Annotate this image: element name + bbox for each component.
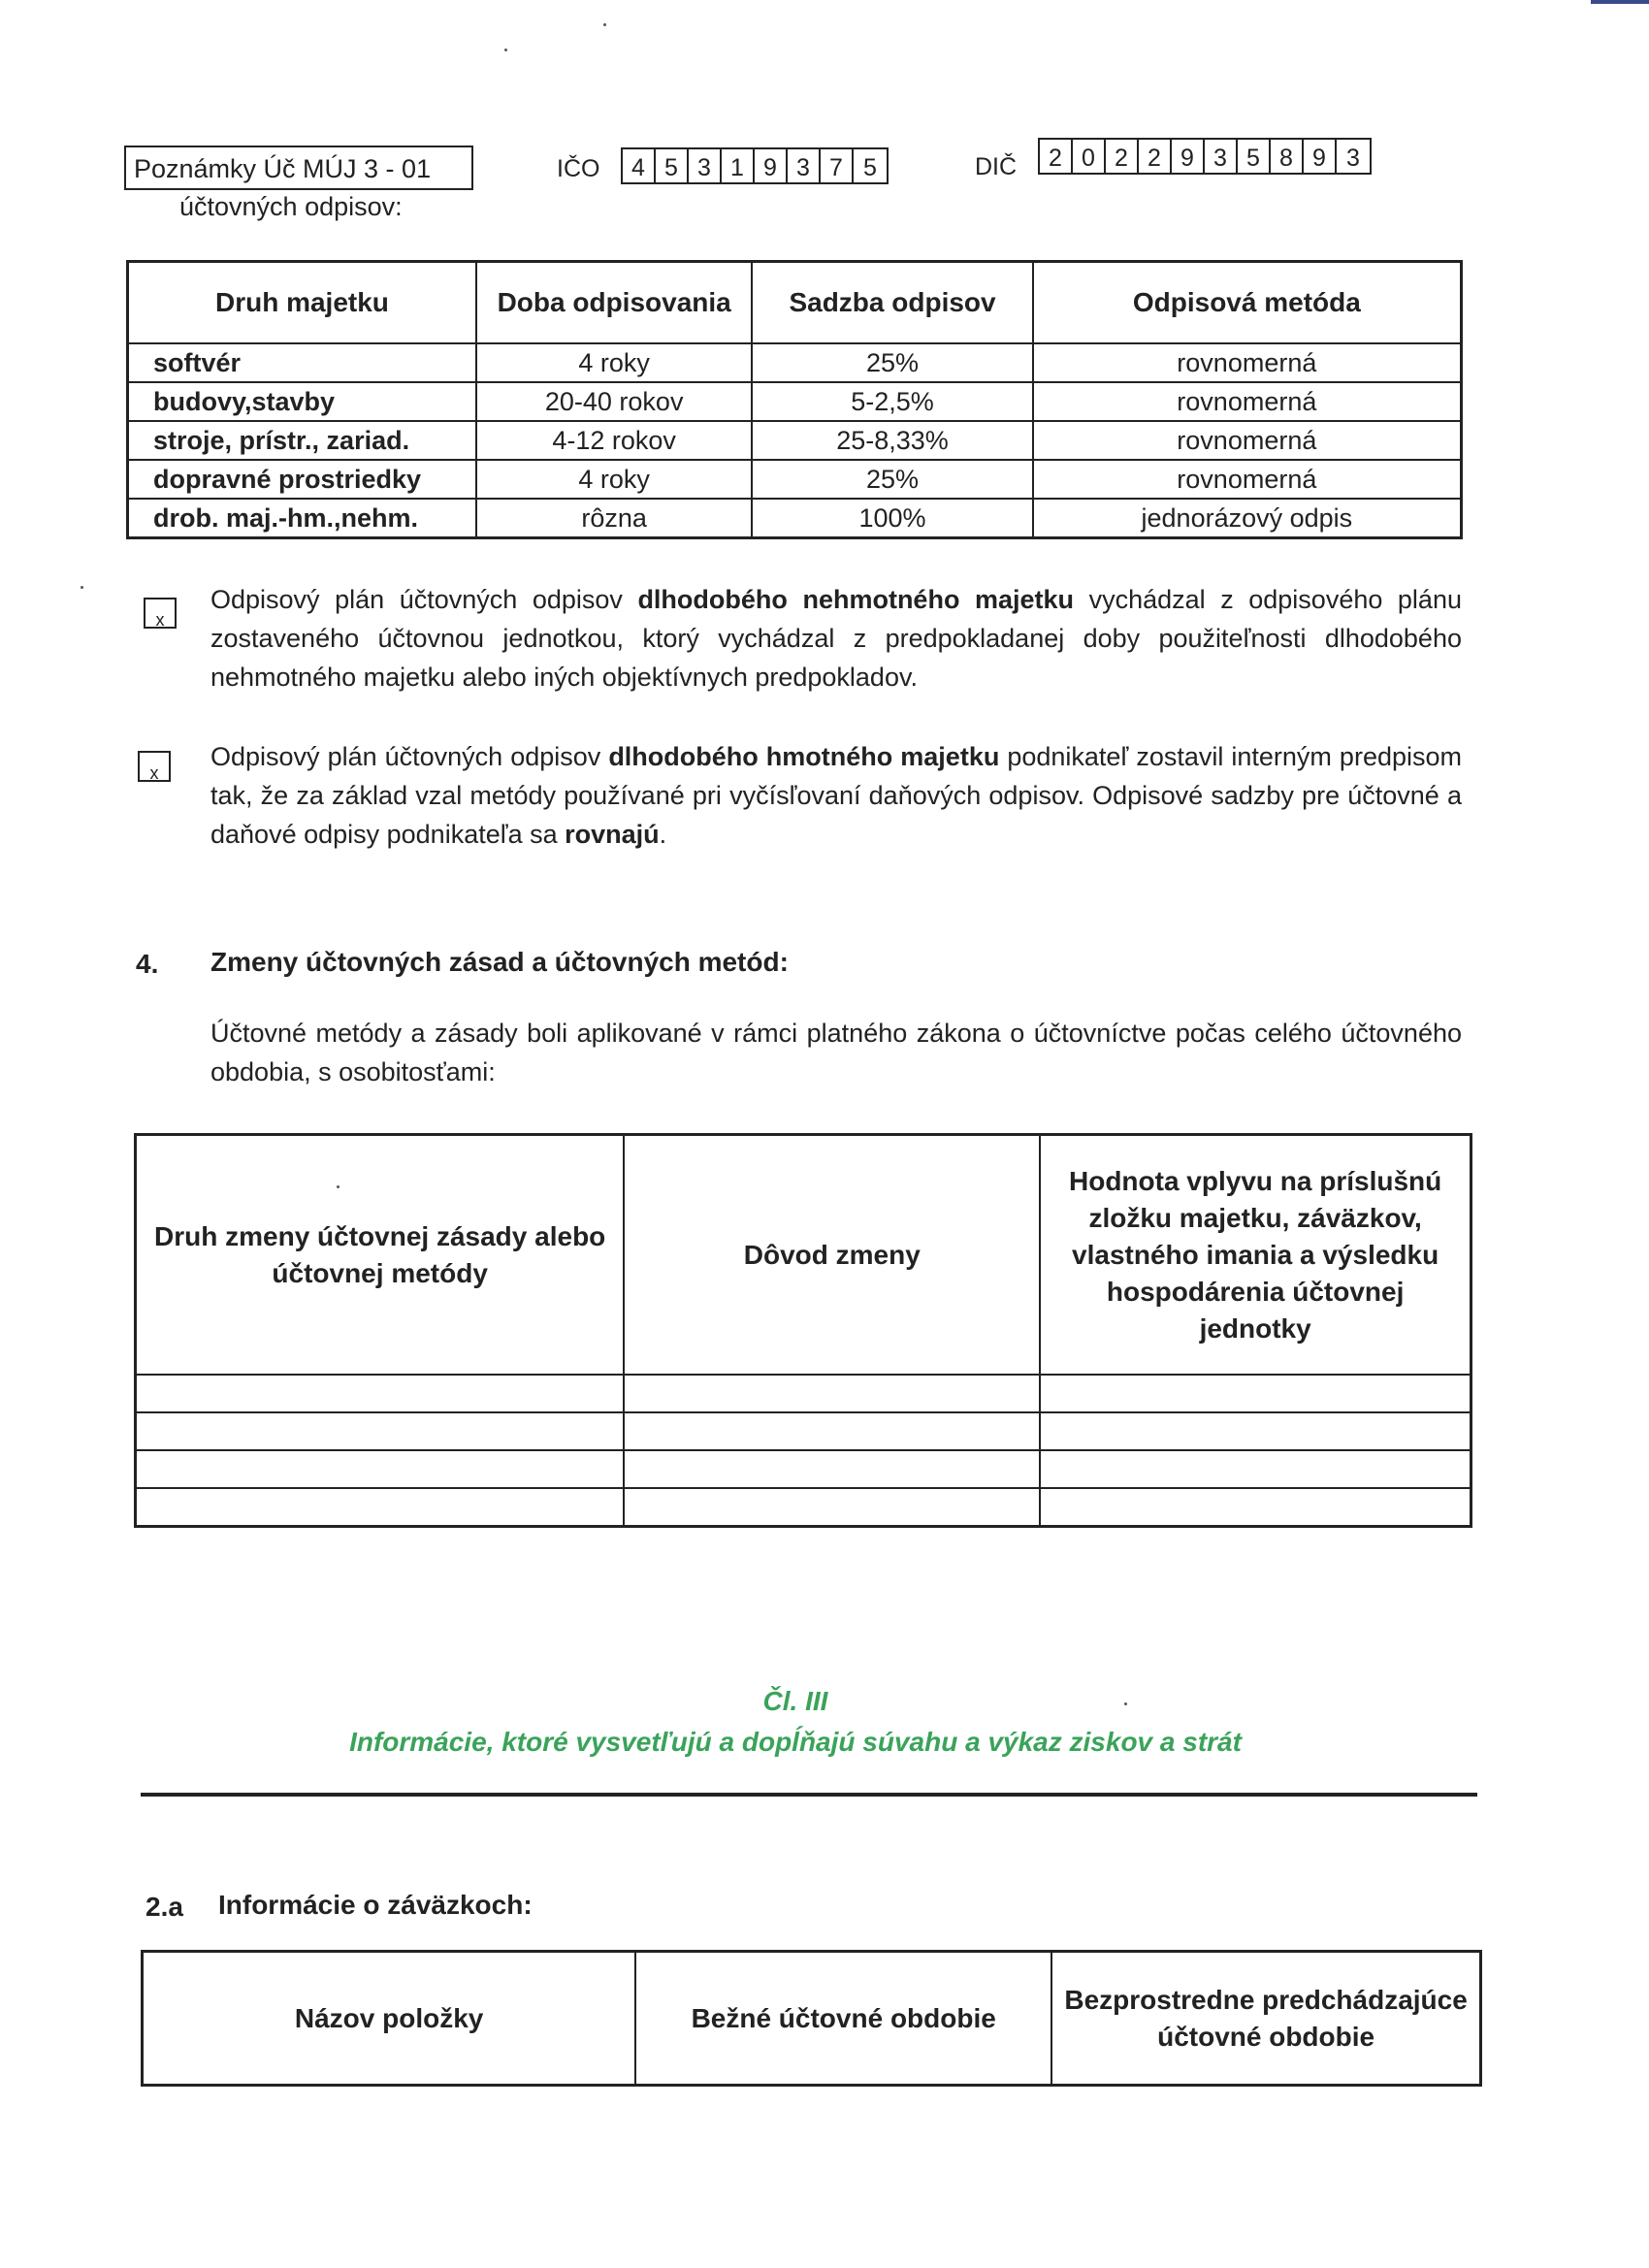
rate-cell: 5-2,5% <box>752 382 1032 421</box>
dic-digit-boxes <box>1038 138 1372 175</box>
table-row <box>136 1488 1471 1527</box>
table-header-cell: Názov položky <box>143 1952 636 2086</box>
ico-digit: 4 <box>623 149 656 182</box>
table-header-cell: Hodnota vplyvu na príslušnú zložku majetku, záväzkov, vlastného imania a výsledku hospodárenia účtovnej jednotky <box>1040 1135 1471 1376</box>
dic-label: DIČ <box>975 153 1018 180</box>
paragraph-text: vychádzal z odpisového plánu zostaveného účtovnou jednotkou, ktorý vychádzal z predpokladanej doby použiteľnosti dlhodobého nehmotného majetku alebo iných objektívnych predpokladov. <box>210 585 1462 692</box>
table-cell <box>624 1450 1040 1488</box>
rate-cell: 25% <box>752 343 1032 382</box>
table-header-row <box>136 1135 1471 1376</box>
section-title: Zmeny účtovných zásad a účtovných metód: <box>210 947 789 977</box>
table-header-cell: Druh majetku <box>128 262 476 344</box>
dic-digit: 2 <box>1139 140 1172 173</box>
asset-type-cell: drob. maj.-hm.,nehm. <box>128 499 476 538</box>
scan-speck <box>504 49 507 51</box>
tangible-checkbox[interactable]: x <box>138 751 171 782</box>
dic-digit: 3 <box>1346 145 1360 172</box>
asset-type-cell: stroje, prístr., zariad. <box>128 421 476 460</box>
dic-digit: 9 <box>1304 140 1337 173</box>
table-row <box>128 382 1462 421</box>
intangible-checkbox[interactable]: x <box>144 598 177 629</box>
asset-type-cell: budovy,stavby <box>128 382 476 421</box>
table-header-cell: Dôvod zmeny <box>624 1135 1040 1376</box>
table-cell <box>1040 1488 1471 1527</box>
dic-digit: 3 <box>1205 140 1238 173</box>
paragraph-bold-text: rovnajú <box>565 820 660 849</box>
period-cell: rôzna <box>476 499 753 538</box>
table-row <box>128 421 1462 460</box>
table-cell <box>136 1450 625 1488</box>
ico-digit: 7 <box>821 149 854 182</box>
section-title: Informácie o záväzkoch: <box>218 1890 533 1920</box>
ico-label: IČO <box>557 155 600 182</box>
corner-mark <box>1591 0 1649 4</box>
ico-digit: 9 <box>755 149 788 182</box>
dic-digit: 2 <box>1040 140 1073 173</box>
ico-digit-boxes <box>621 147 889 184</box>
period-cell: 4-12 rokov <box>476 421 753 460</box>
accounting-changes-table <box>134 1133 1472 1528</box>
table-cell <box>1040 1412 1471 1450</box>
table-row <box>136 1450 1471 1488</box>
paragraph-bold-text: dlhodobého nehmotného majetku <box>637 585 1075 614</box>
method-cell: jednorázový odpis <box>1033 499 1462 538</box>
section-number: 2.a <box>146 1892 183 1922</box>
table-row <box>136 1412 1471 1450</box>
table-cell <box>624 1488 1040 1527</box>
paragraph-text: Odpisový plán účtovných odpisov <box>210 742 609 771</box>
form-code-box: Poznámky Úč MÚJ 3 - 01 <box>124 146 473 190</box>
section4-intro-text: Účtovné metódy a zásady boli aplikované v rámci platného zákona o účtovníctve počas celého účtovného obdobia, s osobitosťami: <box>210 1019 1462 1086</box>
period-cell: 4 roky <box>476 460 753 499</box>
method-cell: rovnomerná <box>1033 343 1462 382</box>
table-row <box>128 499 1462 538</box>
tangible-plan-paragraph <box>210 737 1462 854</box>
rate-cell: 25% <box>752 460 1032 499</box>
method-cell: rovnomerná <box>1033 460 1462 499</box>
table-cell <box>624 1375 1040 1412</box>
dic-digit: 9 <box>1172 140 1205 173</box>
table-cell <box>1040 1450 1471 1488</box>
table-header-cell: Sadzba odpisov <box>752 262 1032 344</box>
intangible-plan-paragraph <box>210 580 1462 697</box>
table-header-row <box>128 262 1462 344</box>
scan-speck <box>81 586 83 589</box>
table-cell <box>136 1488 625 1527</box>
dic-digit: 5 <box>1238 140 1271 173</box>
dic-digit: 8 <box>1271 140 1304 173</box>
paragraph-text: Odpisový plán účtovných odpisov <box>210 585 638 614</box>
ico-digit: 5 <box>656 149 689 182</box>
ico-digit: 1 <box>722 149 755 182</box>
method-cell: rovnomerná <box>1033 421 1462 460</box>
dic-digit: 2 <box>1106 140 1139 173</box>
table-cell <box>136 1412 625 1450</box>
ico-digit: 3 <box>788 149 821 182</box>
asset-type-cell: softvér <box>128 343 476 382</box>
paragraph-bold-text: dlhodobého hmotného majetku <box>608 742 1000 771</box>
rate-cell: 25-8,33% <box>752 421 1032 460</box>
rate-cell: 100% <box>752 499 1032 538</box>
section-number: 4. <box>136 949 159 979</box>
table-header-cell: Doba odpisovania <box>476 262 753 344</box>
table-header-cell: Odpisová metóda <box>1033 262 1462 344</box>
ico-digit: 5 <box>863 154 877 181</box>
table-row <box>128 343 1462 382</box>
table-row <box>136 1375 1471 1412</box>
form-subtitle: účtovných odpisov: <box>179 192 403 221</box>
table-header-cell: Bežné účtovné obdobie <box>635 1952 1051 2086</box>
depreciation-table <box>126 260 1463 539</box>
period-cell: 4 roky <box>476 343 753 382</box>
article-title: Informácie, ktoré vysvetľujú a dopĺňajú súvahu a výkaz ziskov a strát <box>349 1727 1242 1757</box>
dic-digit: 0 <box>1073 140 1106 173</box>
table-row <box>128 460 1462 499</box>
table-header-row <box>143 1952 1481 2086</box>
liabilities-table <box>141 1950 1482 2087</box>
table-cell <box>1040 1375 1471 1412</box>
table-cell <box>624 1412 1040 1450</box>
table-header-cell: Druh zmeny účtovnej zásady alebo účtovnej metódy <box>136 1135 625 1376</box>
table-cell <box>136 1375 625 1412</box>
scan-speck <box>603 23 606 26</box>
horizontal-rule <box>141 1793 1477 1797</box>
asset-type-cell: dopravné prostriedky <box>128 460 476 499</box>
method-cell: rovnomerná <box>1033 382 1462 421</box>
article-number: Čl. III <box>762 1686 828 1716</box>
paragraph-text: . <box>659 820 667 849</box>
ico-digit: 3 <box>689 149 722 182</box>
paragraph-text: podnikateľ zostavil interným predpisom tak, že za základ vzal metódy používané pri vyčísľovaní daňových odpisov. Odpisové sadzby pre účtovné a daňové odpisy podnikateľa sa <box>210 742 1462 849</box>
table-header-cell: Bezprostredne predchádzajúce účtovné obdobie <box>1051 1952 1480 2086</box>
period-cell: 20-40 rokov <box>476 382 753 421</box>
